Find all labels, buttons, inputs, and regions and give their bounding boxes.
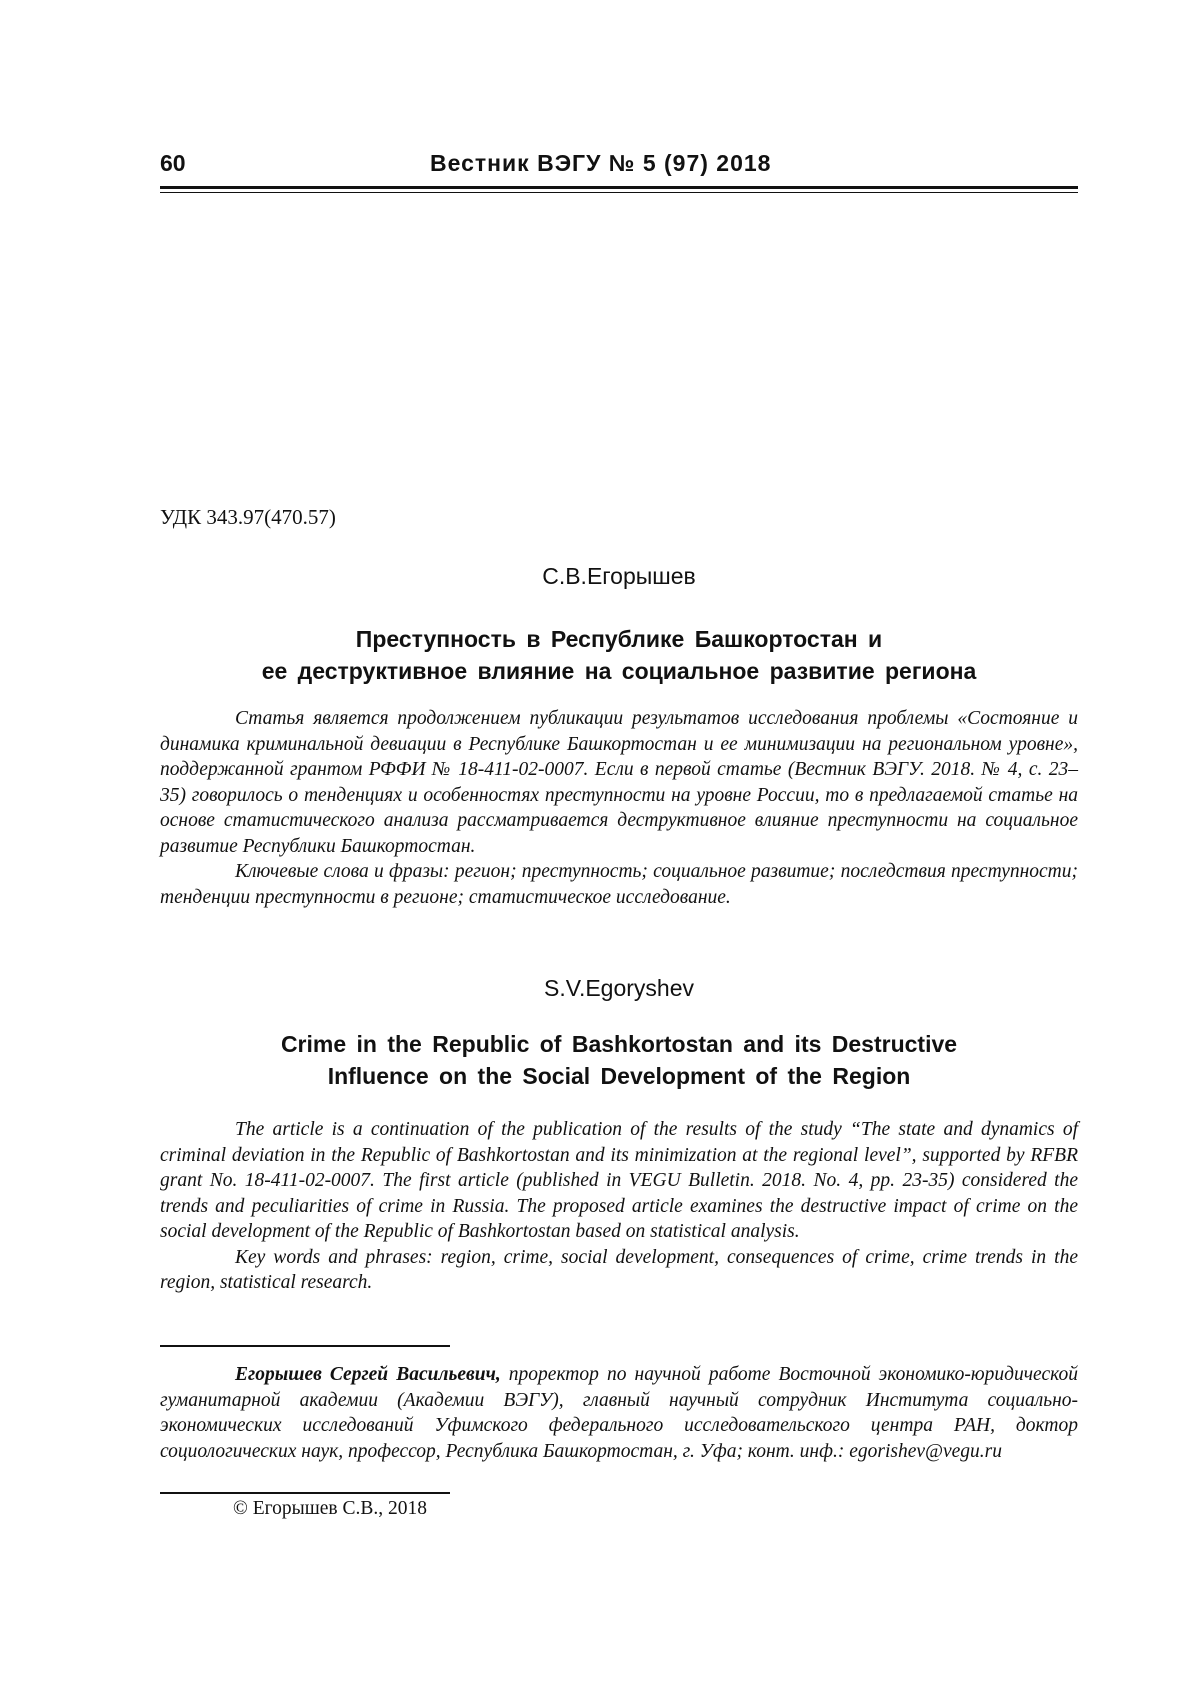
title-en-line: Influence on the Social Development of the Region: [327, 1063, 911, 1089]
copyright-notice: © Егорышев С.В., 2018: [233, 1498, 427, 1519]
author-en: S.V.Egoryshev: [543, 975, 695, 1001]
title-ru: [160, 623, 1078, 687]
title-ru-line: ее деструктивное влияние на социальное развитие региона: [261, 658, 977, 684]
journal-title: Вестник ВЭГУ № 5 (97) 2018: [430, 150, 772, 176]
running-header: [160, 150, 1078, 180]
abstract-ru: [160, 706, 1078, 910]
title-en: [160, 1028, 1078, 1092]
keywords-en: Key words and phrases: region, crime, social development, consequences of crime, crime trends in the region, statistical research.: [160, 1246, 1078, 1293]
title-en-line: Crime in the Republic of Bashkortostan and its Destructive: [280, 1031, 958, 1057]
author-ru: С.В.Егорышев: [542, 563, 696, 589]
footnote-paragraph: [160, 1362, 1078, 1464]
footnote-rule: [160, 1345, 450, 1347]
page-number: 60: [160, 150, 186, 176]
abstract-en-text: The article is a continuation of the publication of the results of the study “The state and dynamics of criminal deviation in the Republic of Bashkortostan and its minimization at the regional level”, supported by RFBR grant No. 18-411-02-0007. The first article (published in VEGU Bulletin. 2018. No. 4, pp. 23-35) considered the trends and peculiarities of crime in Russia. The proposed article examines the destructive impact of crime on the social development of the Republic of Bashkortostan based on statistical analysis.: [160, 1119, 1078, 1242]
copyright-rule: [160, 1492, 450, 1494]
keywords-ru: Ключевые слова и фразы: регион; преступность; социальное развитие; последствия преступности; тенденции преступности в регионе; статистическое исследование.: [160, 861, 1078, 908]
abstract-en: [160, 1117, 1078, 1296]
author-email-link[interactable]: egorishev@vegu.ru: [849, 1440, 1002, 1462]
footnote-text: проректор по научной работе Восточной экономико-юридической гуманитарной академии (Академии ВЭГУ), главный научный сотрудник Института социально-экономических исследований Уфимского федерального исследовательского центра РАН, доктор социологических наук, профессор, Республика Башкортостан, г. Уфа; конт. инф.:: [160, 1364, 1078, 1462]
udc-code: УДК 343.97(470.57): [160, 505, 336, 529]
footnote-author-name: Егорышев Сергей Васильевич,: [235, 1364, 501, 1385]
author-footnote: [160, 1362, 1078, 1464]
header-rule-thick: [160, 186, 1078, 189]
abstract-ru-text: Статья является продолжением публикации результатов исследования проблемы «Состояние и динамика криминальной девиации в Республике Башкортостан и ее минимизации на региональном уровне», поддержанной грантом РФФИ № 18-411-02-0007. Если в первой статье (Вестник ВЭГУ. 2018. № 4, с. 23–35) говорилось о тенденциях и особенностях преступности на уровне России, то в предлагаемой статье на основе статистического анализа рассматривается деструктивное влияние преступности на социальное развитие Республики Башкортостан.: [160, 708, 1078, 857]
title-ru-line: Преступность в Республике Башкортостан и: [355, 626, 883, 652]
header-rule-thin: [160, 192, 1078, 193]
